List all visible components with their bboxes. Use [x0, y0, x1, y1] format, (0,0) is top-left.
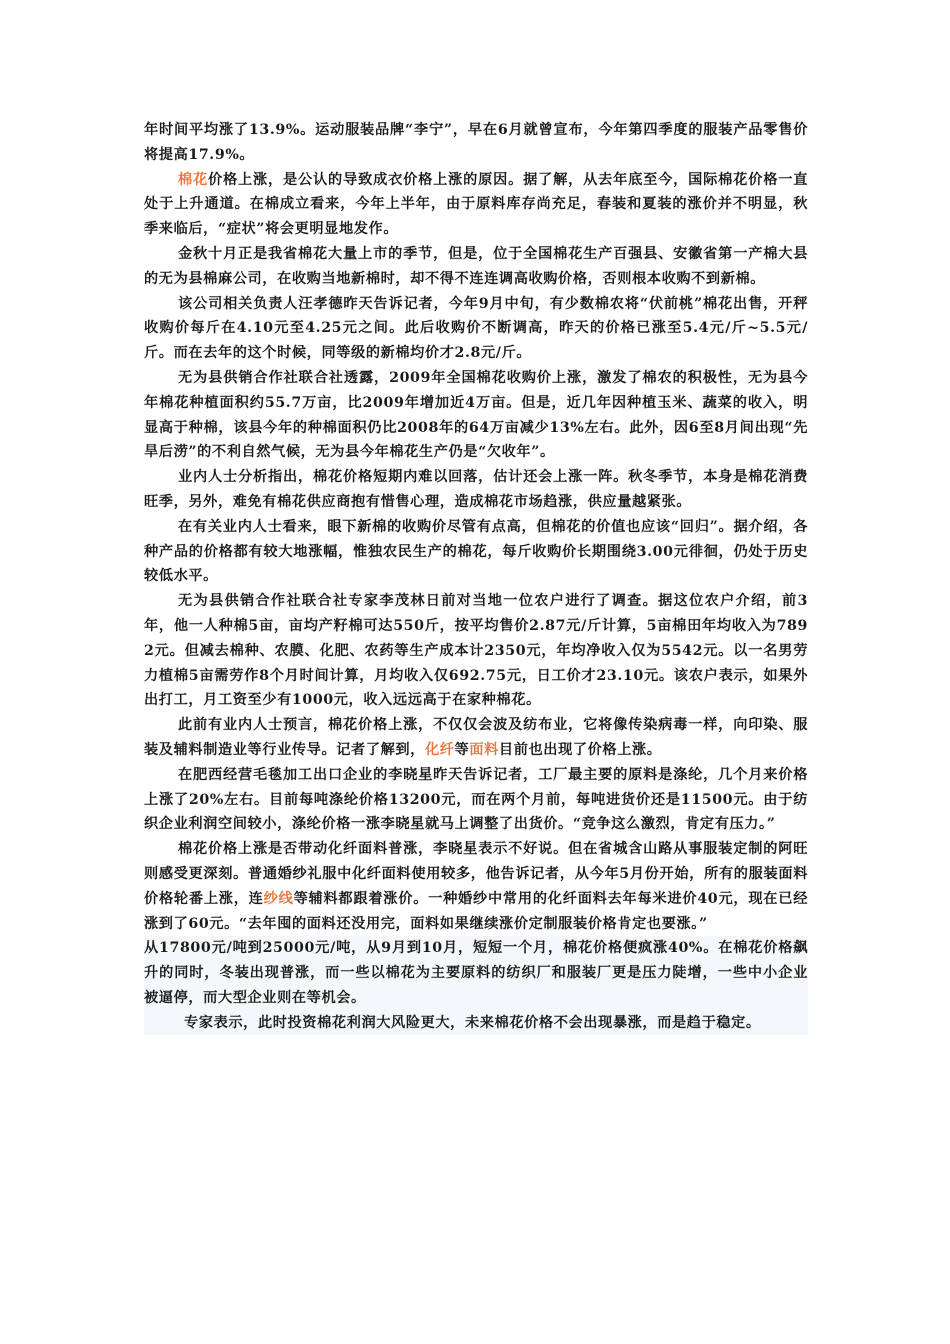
paragraph-11-text-b: 等辅料都跟着涨价。一种婚纱中常用的化纤面料去年每米进价40元，现在已经涨到了60元。“去年囤的面料还没用完，面料如果继续涨价定制服装价格肯定也要涨。” [144, 890, 808, 932]
paragraph-10: 在肥西经营毛毯加工出口企业的李晓星昨天告诉记者，工厂最主要的原料是涤纶，几个月来价格上涨了20%左右。目前每吨涤纶价格13200元，而在两个月前，每吨进货价还是11500元。由于纺织企业利润空间较小，涤纶价格一涨李晓星就马上调整了出货价。“竞争这么激烈，肯定有压力。” [144, 766, 808, 833]
paragraph-3: 金秋十月正是我省棉花大量上市的季节，但是，位于全国棉花生产百强县、安徽省第一产棉大县的无为县棉麻公司，在收购当地新棉时，却不得不连连调高收购价格，否则根本收购不到新棉。 [144, 245, 808, 287]
highlight-yarn[interactable]: 纱线 [263, 890, 294, 907]
paragraph-9-text-b: 目前也出现了价格上涨。 [498, 741, 662, 758]
highlight-cotton[interactable]: 棉花 [178, 171, 209, 188]
paragraph-9 [144, 713, 808, 763]
paragraph-9-text-a: 此前有业内人士预言，棉花价格上涨，不仅仅会波及纺布业，它将像传染病毒一样，向印染、服装及辅料制造业等行业传导。记者了解到， [144, 717, 808, 758]
paragraph-6: 业内人士分析指出，棉花价格短期内难以回落，估计还会上涨一阵。秋冬季节，本身是棉花消费旺季，另外，难免有棉花供应商抱有惜售心理，造成棉花市场趋涨，供应量越紧张。 [144, 469, 808, 510]
paragraph-11-text-a: 棉花价格上涨是否带动化纤面料普涨，李晓星表示不好说。但在省城含山路从事服装定制的阿旺则感受更深刻。普通婚纱礼服中化纤面料使用较多，他告诉记者，从今年5月份开始，所有的服装面料价格轮番上涨，连 [144, 841, 808, 907]
paragraph-2-text: 价格上涨，是公认的导致成衣价格上涨的原因。据了解，从去年底至今，国际棉花价格一直处于上升通道。在棉成立看来，今年上半年，由于原料库存尚充足，春装和夏装的涨价并不明显，秋季来临后，“症状”将会更明显地发作。 [144, 171, 808, 238]
paragraph-7: 在有关业内人士看来，眼下新棉的收购价尽管有点高，但棉花的价值也应该“回归”。据介绍，各种产品的价格都有较大地涨幅，惟独农民生产的棉花，每斤收购价长期围绕3.00元徘徊，仍处于历史较低水平。 [144, 518, 808, 585]
paragraph-12: 从17800元/吨到25000元/吨，从9月到10月，短短一个月，棉花价格便疯涨40%。在棉花价格飙升的同时，冬装出现普涨，而一些以棉花为主要原料的纺织厂和服装厂更是压力陡增，一些中小企业被逼停，而大型企业则在等机会。 [144, 940, 808, 1006]
paragraph-2 [144, 168, 808, 242]
paragraph-5: 无为县供销合作社联合社透露，2009年全国棉花收购价上涨，激发了棉农的积极性，无为县今年棉花种植面积约55.7万亩，比2009年增加近4万亩。但是，近几年因种植玉米、蔬菜的收入，明显高于种棉，该县今年的种棉面积仍比2008年的64万亩减少13%左右。此外，因6至8月间出现“先旱后涝”的不利自然气候，无为县今年棉花生产仍是“欠收年”。 [144, 369, 808, 461]
paragraph-4: 该公司相关负责人汪孝德昨天告诉记者，今年9月中旬，有少数棉农将“伏前桃”棉花出售，开秤收购价每斤在4.10元至4.25元之间。此后收购价不断调高，昨天的价格已涨至5.4元/斤~5.5元/斤。而在去年的这个时候，同等级的新棉均价才2.8元/斤。 [144, 295, 808, 362]
paragraph-13: 专家表示，此时投资棉花利润大风险更大，未来棉花价格不会出现暴涨，而是趋于稳定。 [184, 1014, 761, 1031]
highlight-fiber[interactable]: 化纤 [424, 741, 455, 758]
article-body [144, 118, 808, 1035]
paragraph-1: 年时间平均涨了13.9%。运动服装品牌“李宁”，早在6月就曾宣布，今年第四季度的服装产品零售价将提高17.9%。 [144, 122, 808, 163]
paragraph-8: 无为县供销合作社联合社专家李茂林日前对当地一位农户进行了调查。据这位农户介绍，前3年，他一人种棉5亩，亩均产籽棉可达550斤，按平均售价2.87元/斤计算，5亩棉田年均收入为7892元。但减去棉种、农膜、化肥、农药等生产成本计2350元，年均净收入仅为5542元。以一名男劳力植棉5亩需劳作8个月时间计算，月均收入仅692.75元，日工价才23.10元。该农户表示，如果外出打工，月工资至少有1000元，收入远远高于在家种棉花。 [144, 593, 808, 709]
paragraph-11 [144, 837, 808, 936]
summary-block [144, 936, 808, 1035]
highlight-joiner: 等 [454, 741, 470, 758]
highlight-fabric[interactable]: 面料 [469, 741, 499, 758]
